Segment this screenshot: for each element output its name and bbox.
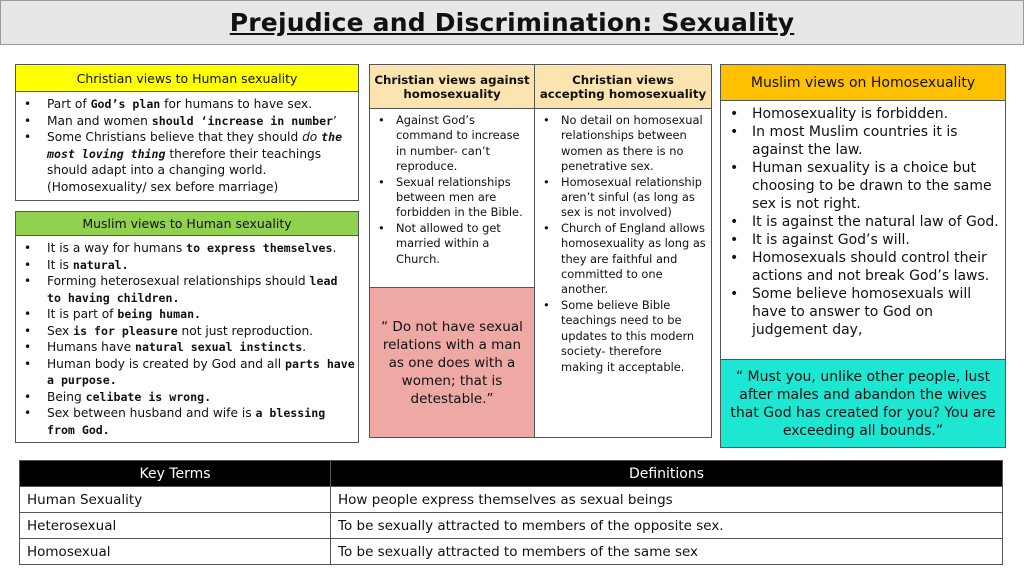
list-item: • Homosexuals should control their actions and not break God’s laws. [721, 249, 999, 285]
term-cell: Heterosexual [20, 513, 331, 539]
list-item: • Human sexuality is a choice but choosing to be drawn to the same sex is not right. [721, 159, 999, 213]
list-item-text: Forming heterosexual relationships should [47, 274, 310, 288]
definition-cell: To be sexually attracted to members of the opposite sex. [331, 513, 1003, 539]
christian-human-sexuality-box [15, 64, 359, 201]
muslim-homosexuality-box [720, 64, 1006, 360]
christian-human-sexuality-list [16, 92, 358, 195]
list-item-text: the most loving thing [47, 130, 343, 161]
christian-bible-quote-text: “ Do not have sexual relations with a man as one does with a women; that is detestable.” [381, 318, 523, 407]
list-item-text: Man and women [47, 113, 152, 128]
key-terms-header-row [20, 461, 1003, 487]
page-title: Prejudice and Discrimination: Sexuality [229, 8, 795, 37]
list-item: • Not allowed to get married within a Church. [370, 221, 530, 267]
definition-cell: To be sexually attracted to members of the same sex [331, 539, 1003, 565]
list-item: • Some believe homosexuals will have to answer to God on judgement day, [721, 285, 999, 339]
list-item-text: God’s plan [90, 97, 161, 111]
list-item-text: to express themselves [186, 241, 333, 255]
christian-accepting-heading: Christian views accepting homosexuality [535, 65, 711, 109]
table-row [20, 513, 1003, 539]
list-item-text: therefore their teachings should adapt into a changing world. (Homosexuality/ sex before marriage) [47, 146, 322, 194]
list-item-text: celibate is wrong. [85, 389, 212, 404]
list-item-text: Being [47, 389, 86, 404]
list-item: • Homosexual relationship aren’t sinful (as long as sex is not involved) [535, 175, 707, 221]
definition-cell: How people express themselves as sexual beings [331, 487, 1003, 513]
list-item [16, 240, 358, 257]
christian-against-heading: Christian views against homosexuality [370, 65, 534, 109]
muslim-human-sexuality-heading: Muslim views to Human sexuality [16, 212, 358, 236]
list-item-text: It is part of [47, 307, 118, 321]
list-item-text: natural. [72, 257, 129, 272]
key-terms-table [19, 460, 1003, 565]
list-item-text: It is a way for humans [47, 241, 187, 255]
list-item-text: for humans to have sex. [160, 97, 313, 111]
list-item-text: Sex between husband and wife is [47, 406, 256, 420]
title-bar [0, 0, 1024, 45]
list-item-text: Some Christians believe that they should [47, 130, 303, 144]
christian-human-sexuality-heading: Christian views to Human sexuality [16, 65, 358, 92]
list-item [16, 405, 358, 438]
quran-quote-text: “ Must you, unlike other people, lust after males and abandon the wives that God has created for you? You are exceeding all bounds.” [730, 368, 996, 439]
list-item: • In most Muslim countries it is against the law. [721, 123, 999, 159]
list-item: • It is against the natural law of God. [721, 213, 999, 231]
muslim-human-sexuality-list [16, 236, 358, 438]
list-item: • It is against God’s will. [721, 231, 999, 249]
list-item [16, 306, 358, 323]
table-row [20, 539, 1003, 565]
list-item: • No detail on homosexual relationships between women as there is no penetrative sex. [535, 113, 707, 175]
list-item [16, 96, 358, 113]
list-item-text: parts have a purpose. [47, 356, 355, 387]
list-item [16, 113, 358, 130]
list-item-text: a blessing from God. [47, 406, 326, 437]
muslim-human-sexuality-box [15, 211, 359, 443]
list-item: • Some believe Bible teachings need to be updates to this modern society- therefore making it acceptable. [535, 298, 707, 375]
list-item-text: Human body is created by God and all [47, 356, 286, 371]
list-item [16, 257, 358, 274]
list-item [16, 129, 358, 195]
list-item-text: Part of [47, 97, 91, 111]
quran-quote [720, 359, 1006, 448]
christian-accepting-box [534, 64, 712, 438]
list-item-text: being human. [117, 307, 202, 321]
list-item-text: It is [47, 257, 73, 272]
muslim-homosexuality-list [721, 101, 1005, 339]
term-cell: Human Sexuality [20, 487, 331, 513]
christian-against-list [370, 109, 534, 267]
list-item-text: natural sexual instincts [134, 340, 303, 354]
list-item [16, 273, 358, 306]
christian-against-box [369, 64, 535, 288]
list-item-text: Humans have [47, 340, 135, 354]
key-terms-header: Key Terms [20, 461, 331, 487]
list-item [16, 389, 358, 406]
list-item-text: Sex [47, 323, 74, 338]
list-item: • Against God’s command to increase in number- can’t reproduce. [370, 113, 530, 175]
definitions-header: Definitions [331, 461, 1003, 487]
muslim-homosexuality-heading: Muslim views on Homosexuality [721, 65, 1005, 101]
list-item-text: lead to having children. [47, 274, 338, 305]
table-row [20, 487, 1003, 513]
list-item [16, 323, 358, 340]
list-item-text: do [302, 130, 318, 144]
christian-accepting-list [535, 109, 711, 375]
list-item-text: ’ [333, 113, 337, 128]
list-item-text: . [302, 340, 307, 354]
list-item [16, 339, 358, 356]
list-item: • Sexual relationships between men are forbidden in the Bible. [370, 175, 530, 221]
list-item-text: . [332, 241, 337, 255]
list-item [16, 356, 358, 389]
list-item-text: is for pleasure [73, 323, 178, 338]
term-cell: Homosexual [20, 539, 331, 565]
list-item: • Homosexuality is forbidden. [721, 105, 999, 123]
list-item-text: should ‘increase in number [151, 113, 334, 128]
list-item-text: not just reproduction. [177, 323, 314, 338]
list-item: • Church of England allows homosexuality as long as they are faithful and committed to one another. [535, 221, 707, 298]
christian-bible-quote [369, 287, 535, 438]
